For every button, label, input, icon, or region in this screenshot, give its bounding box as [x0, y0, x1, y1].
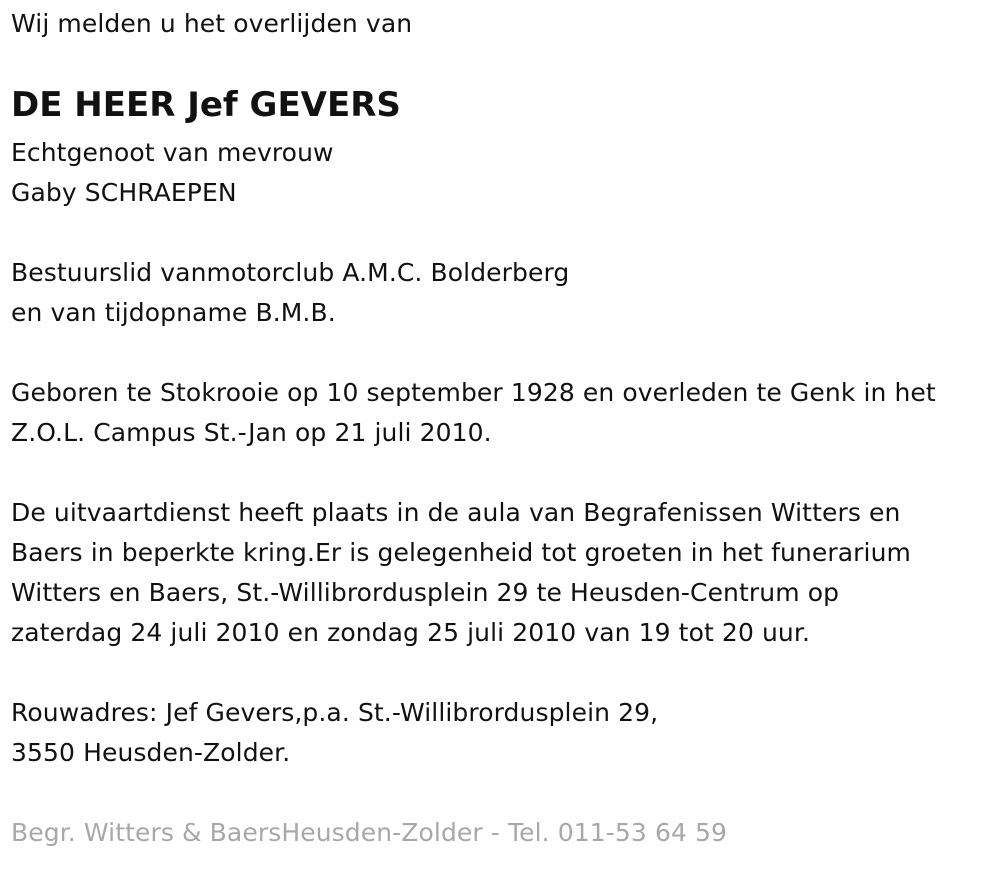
funeral-line-1: De uitvaartdienst heeft plaats in de aula van Begrafenissen Witters en: [11, 498, 901, 527]
board-line-1: Bestuurslid vanmotorclub A.M.C. Bolderberg: [11, 258, 570, 287]
birth-death-line-1: Geboren te Stokrooie op 10 september 1928 en overleden te Genk in het: [11, 378, 936, 407]
funeral-home-footer: Begr. Witters & BaersHeusden-Zolder - Tel. 011-53 64 59: [11, 818, 728, 847]
funeral-line-3: Witters en Baers, St.-Willibrordusplein 29 te Heusden-Centrum op: [11, 578, 840, 607]
intro-text: Wij melden u het overlijden van: [11, 9, 413, 38]
board-line-2: en van tijdopname B.M.B.: [11, 298, 336, 327]
spouse-line-1: Echtgenoot van mevrouw: [11, 138, 334, 167]
birth-death-line-2: Z.O.L. Campus St.-Jan op 21 juli 2010.: [11, 418, 492, 447]
condolence-address-line-2: 3550 Heusden-Zolder.: [11, 738, 291, 767]
funeral-line-4: zaterdag 24 juli 2010 en zondag 25 juli 2010 van 19 tot 20 uur.: [11, 618, 811, 647]
deceased-title: DE HEER Jef GEVERS: [11, 85, 401, 125]
spouse-line-2: Gaby SCHRAEPEN: [11, 178, 237, 207]
condolence-address-line-1: Rouwadres: Jef Gevers,p.a. St.-Willibrordusplein 29,: [11, 698, 659, 727]
funeral-line-2: Baers in beperkte kring.Er is gelegenheid tot groeten in het funerarium: [11, 538, 911, 567]
